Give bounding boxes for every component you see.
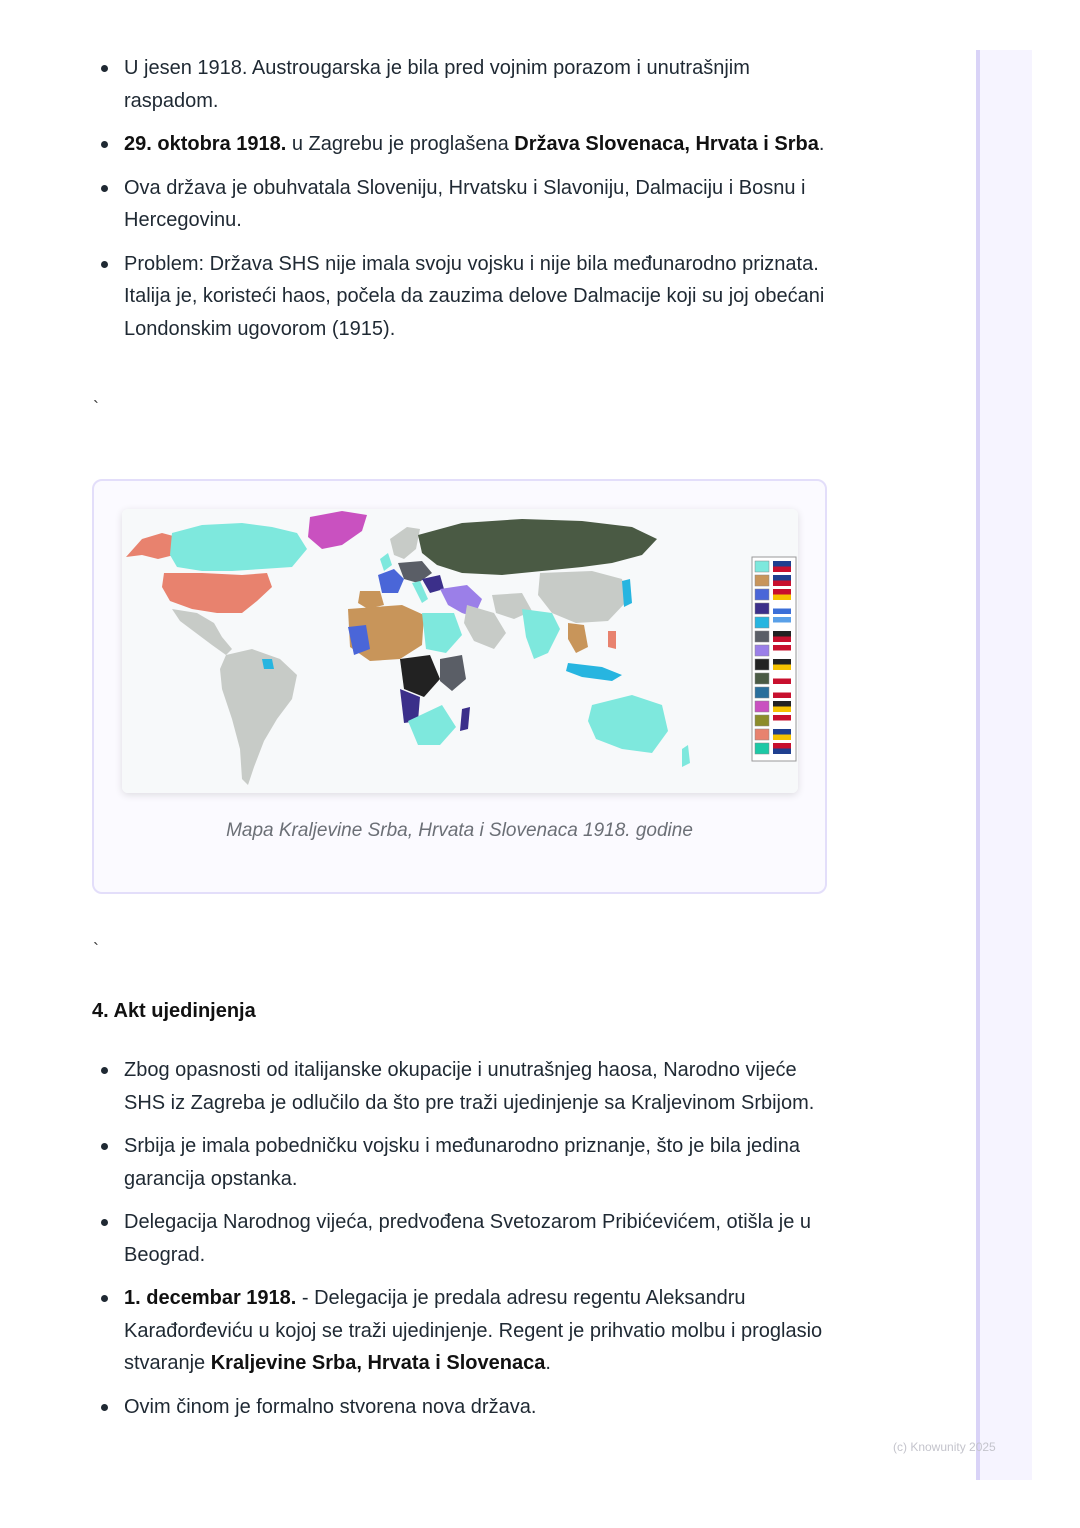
flag-icon <box>773 631 791 637</box>
list-item: Zbog opasnosti od italijanske okupacije i unutrašnjeg haosa, Narodno vijeće SHS iz Zagreba je odlučilo da što pre traži ujedinjenje sa Kraljevinom Srbijom. <box>92 1054 832 1119</box>
legend-swatch <box>755 575 769 586</box>
legend-swatch <box>755 561 769 572</box>
section-heading: 4. Akt ujedinjenja <box>92 1000 256 1022</box>
flag-icon <box>773 595 791 601</box>
legend-swatch <box>755 743 769 754</box>
list-item: 1. decembar 1918. - Delegacija je predala adresu regentu Aleksandru Karađorđeviću u kojoj se traži ujedinjenje. Regent je prihvatio molbu i proglasio stvaranje Kraljevine Srba, Hrvata i Slovenaca. <box>92 1282 832 1380</box>
right-sidebar <box>976 50 1032 1480</box>
flag-icon <box>773 623 791 629</box>
flag-icon <box>773 651 791 657</box>
flag-icon <box>773 721 791 727</box>
flag-icon <box>773 707 791 713</box>
flag-icon <box>773 729 791 735</box>
legend-swatch <box>755 659 769 670</box>
flag-icon <box>773 701 791 707</box>
legend-swatch <box>755 701 769 712</box>
backtick-mark: ` <box>93 940 99 960</box>
list-item: 29. oktobra 1918. u Zagrebu je proglašena Država Slovenaca, Hrvata i Srba. <box>92 128 832 161</box>
list-item: Problem: Država SHS nije imala svoju vojsku i nije bila međunarodno priznata. Italija je, koristeći haos, počela da zauzima delove Dalmacije koji su joj obećani Londonskim ugovorom (1915). <box>92 248 832 346</box>
legend-swatch <box>755 631 769 642</box>
flag-icon <box>773 603 791 609</box>
flag-icon <box>773 659 791 665</box>
flag-icon <box>773 581 791 587</box>
flag-icon <box>773 715 791 721</box>
legend-swatch <box>755 687 769 698</box>
flag-icon <box>773 735 791 741</box>
list-item: U jesen 1918. Austrougarska je bila pred vojnim porazom i unutrašnjim raspadom. <box>92 52 832 117</box>
figure-caption: Mapa Kraljevine Srba, Hrvata i Slovenaca 1918. godine <box>226 820 693 841</box>
section-state-shs <box>92 52 832 356</box>
guiana-shape <box>262 659 274 669</box>
legend-swatch <box>755 729 769 740</box>
legend-swatch <box>755 673 769 684</box>
flag-icon <box>773 673 791 679</box>
flag-icon <box>773 637 791 643</box>
world-map-image <box>122 509 798 793</box>
watermark: (c) Knowunity 2025 <box>893 1440 996 1454</box>
flag-icon <box>773 567 791 573</box>
list-item: Srbija je imala pobedničku vojsku i međunarodno priznanje, što je bila jedina garancija opstanka. <box>92 1130 832 1195</box>
world-map-svg <box>122 509 798 793</box>
list-item: Ovim činom je formalno stvorena nova država. <box>92 1391 832 1424</box>
list-item: Delegacija Narodnog vijeća, predvođena Svetozarom Pribićevićem, otišla je u Beograd. <box>92 1206 832 1271</box>
map-figure <box>92 479 827 894</box>
list-item: Ova država je obuhvatala Sloveniju, Hrvatsku i Slavoniju, Dalmaciju i Bosnu i Hercegovinu. <box>92 172 832 237</box>
flag-icon <box>773 617 791 623</box>
flag-icon <box>773 693 791 699</box>
flag-icon <box>773 687 791 693</box>
flag-icon <box>773 749 791 755</box>
legend-swatch <box>755 589 769 600</box>
flag-icon <box>773 575 791 581</box>
backtick-mark: ` <box>93 398 99 418</box>
legend-swatch <box>755 715 769 726</box>
flag-icon <box>773 645 791 651</box>
legend-swatch <box>755 603 769 614</box>
section-unification-act <box>92 1054 832 1434</box>
flag-icon <box>773 589 791 595</box>
flag-icon <box>773 743 791 749</box>
flag-icon <box>773 609 791 615</box>
flag-icon <box>773 561 791 567</box>
legend-swatch <box>755 617 769 628</box>
bullet-list <box>92 52 832 345</box>
bullet-list <box>92 1054 832 1423</box>
flag-icon <box>773 679 791 685</box>
philippines-shape <box>608 631 616 649</box>
flag-icon <box>773 665 791 671</box>
legend-swatch <box>755 645 769 656</box>
